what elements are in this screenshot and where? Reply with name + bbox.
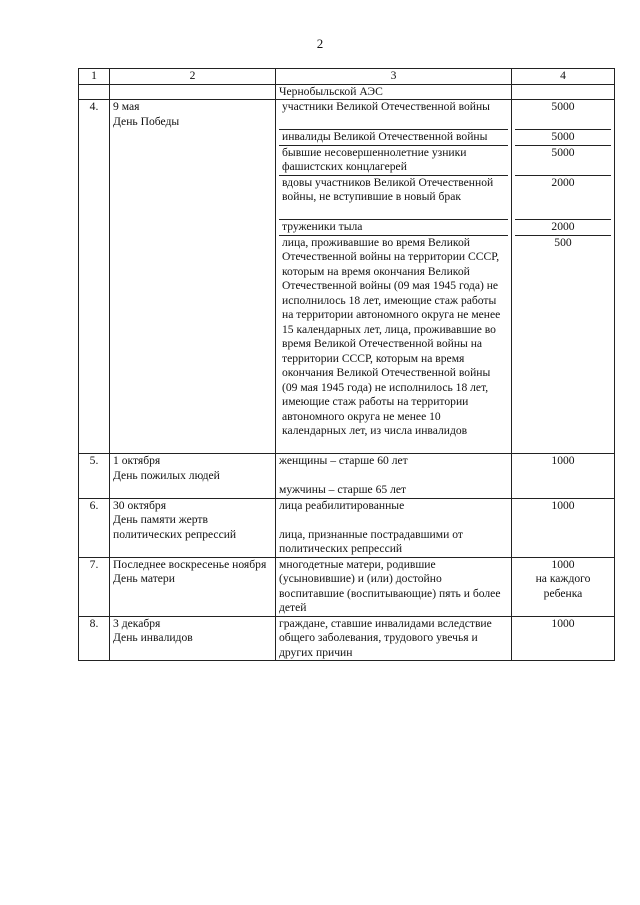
category-item: мужчины – старше 65 лет bbox=[279, 483, 407, 496]
amount-cell: 1000 bbox=[512, 498, 615, 557]
table-row-5 bbox=[79, 454, 615, 499]
holiday-date: 9 мая bbox=[113, 100, 140, 113]
row-number-cell bbox=[79, 84, 110, 100]
table-header-row bbox=[79, 69, 615, 85]
amount-value: 500 bbox=[554, 235, 572, 249]
holiday-name: День матери bbox=[113, 572, 175, 585]
holiday-cell bbox=[110, 616, 276, 661]
category-item: вдовы участников Великой Отечественной войны, не вступившие в новый брак bbox=[279, 176, 508, 221]
column-header-4: 4 bbox=[512, 69, 615, 85]
holiday-cell bbox=[110, 454, 276, 499]
amount-cell bbox=[512, 100, 615, 454]
category-item: лица реабилитированные bbox=[279, 498, 405, 512]
row-number-cell: 6. bbox=[79, 498, 110, 557]
category-cell: многодетные матери, родившие (усыновившие) и (или) достойно воспитавшие (воспитывающие) пять и более детей bbox=[276, 557, 512, 616]
table-row-4 bbox=[79, 100, 615, 454]
category-item: бывшие несовершеннолетние узники фашистских концлагерей bbox=[279, 146, 508, 176]
amount-cell: 1000 bbox=[512, 454, 615, 499]
amount-cell bbox=[512, 557, 615, 616]
benefits-table bbox=[78, 68, 615, 661]
amount-value: 5000 bbox=[515, 146, 611, 176]
amount-note: на каждого ребенка bbox=[535, 572, 591, 600]
category-item: женщины – старше 60 лет bbox=[279, 454, 408, 467]
category-item: лица, проживавшие во время Великой Отечественной войны на территории СССР, которым на время окончания Великой Отечественной войны (09 мая 1945 года) не исполнилось 18 лет, имеющие стаж работы на территории автономного округа не менее 15 календарных лет, лица, проживавшие во время Великой Отечественной войны на территории СССР, которым на время окончания Великой Отечественной войны (09 мая 1945 года) не исполнилось 18 лет, имеющие стаж работы на территории автономного округа не менее 10 календарных лет, из числа инвалидов bbox=[282, 235, 501, 437]
amount-value: 5000 bbox=[515, 100, 611, 130]
holiday-date: 1 октября bbox=[113, 454, 161, 467]
amount-value: 2000 bbox=[515, 176, 611, 221]
holiday-name: День инвалидов bbox=[113, 631, 193, 644]
holiday-name: День пожилых людей bbox=[113, 468, 220, 482]
category-item: труженики тыла bbox=[279, 220, 508, 236]
holiday-cell bbox=[110, 100, 276, 454]
holiday-cell bbox=[110, 557, 276, 616]
table-row-8 bbox=[79, 616, 615, 661]
holiday-date: Последнее воскресенье ноября bbox=[113, 557, 267, 571]
holiday-cell bbox=[110, 498, 276, 557]
category-item: участники Великой Отечественной войны bbox=[279, 100, 508, 130]
amount-value: 5000 bbox=[515, 130, 611, 146]
table-row-continuation bbox=[79, 84, 615, 100]
column-header-1: 1 bbox=[79, 69, 110, 85]
amount-cell bbox=[512, 84, 615, 100]
holiday-date: 3 декабря bbox=[113, 616, 161, 630]
holiday-cell bbox=[110, 84, 276, 100]
category-cell bbox=[276, 454, 512, 499]
amount-cell: 1000 bbox=[512, 616, 615, 661]
row-number-cell: 8. bbox=[79, 616, 110, 661]
column-header-3: 3 bbox=[276, 69, 512, 85]
column-header-2: 2 bbox=[110, 69, 276, 85]
category-item: инвалиды Великой Отечественной войны bbox=[279, 130, 508, 146]
category-cell bbox=[276, 100, 512, 454]
row-number-cell: 4. bbox=[79, 100, 110, 454]
amount-value: 2000 bbox=[515, 220, 611, 236]
page-number: 2 bbox=[316, 36, 324, 51]
category-cell bbox=[276, 498, 512, 557]
table-row-7 bbox=[79, 557, 615, 616]
holiday-date: 30 октября bbox=[113, 498, 167, 512]
row-number-cell: 5. bbox=[79, 454, 110, 499]
category-cell: Чернобыльской АЭС bbox=[276, 84, 512, 100]
holiday-name: День памяти жертв политических репрессий bbox=[113, 513, 237, 541]
holiday-name: День Победы bbox=[113, 114, 180, 128]
table-row-6 bbox=[79, 498, 615, 557]
row-number-cell: 7. bbox=[79, 557, 110, 616]
amount-value: 1000 bbox=[551, 557, 575, 571]
category-item: лица, признанные пострадавшими от политических репрессий bbox=[279, 527, 463, 555]
category-cell: граждане, ставшие инвалидами вследствие общего заболевания, трудового увечья и других причин bbox=[276, 616, 512, 661]
